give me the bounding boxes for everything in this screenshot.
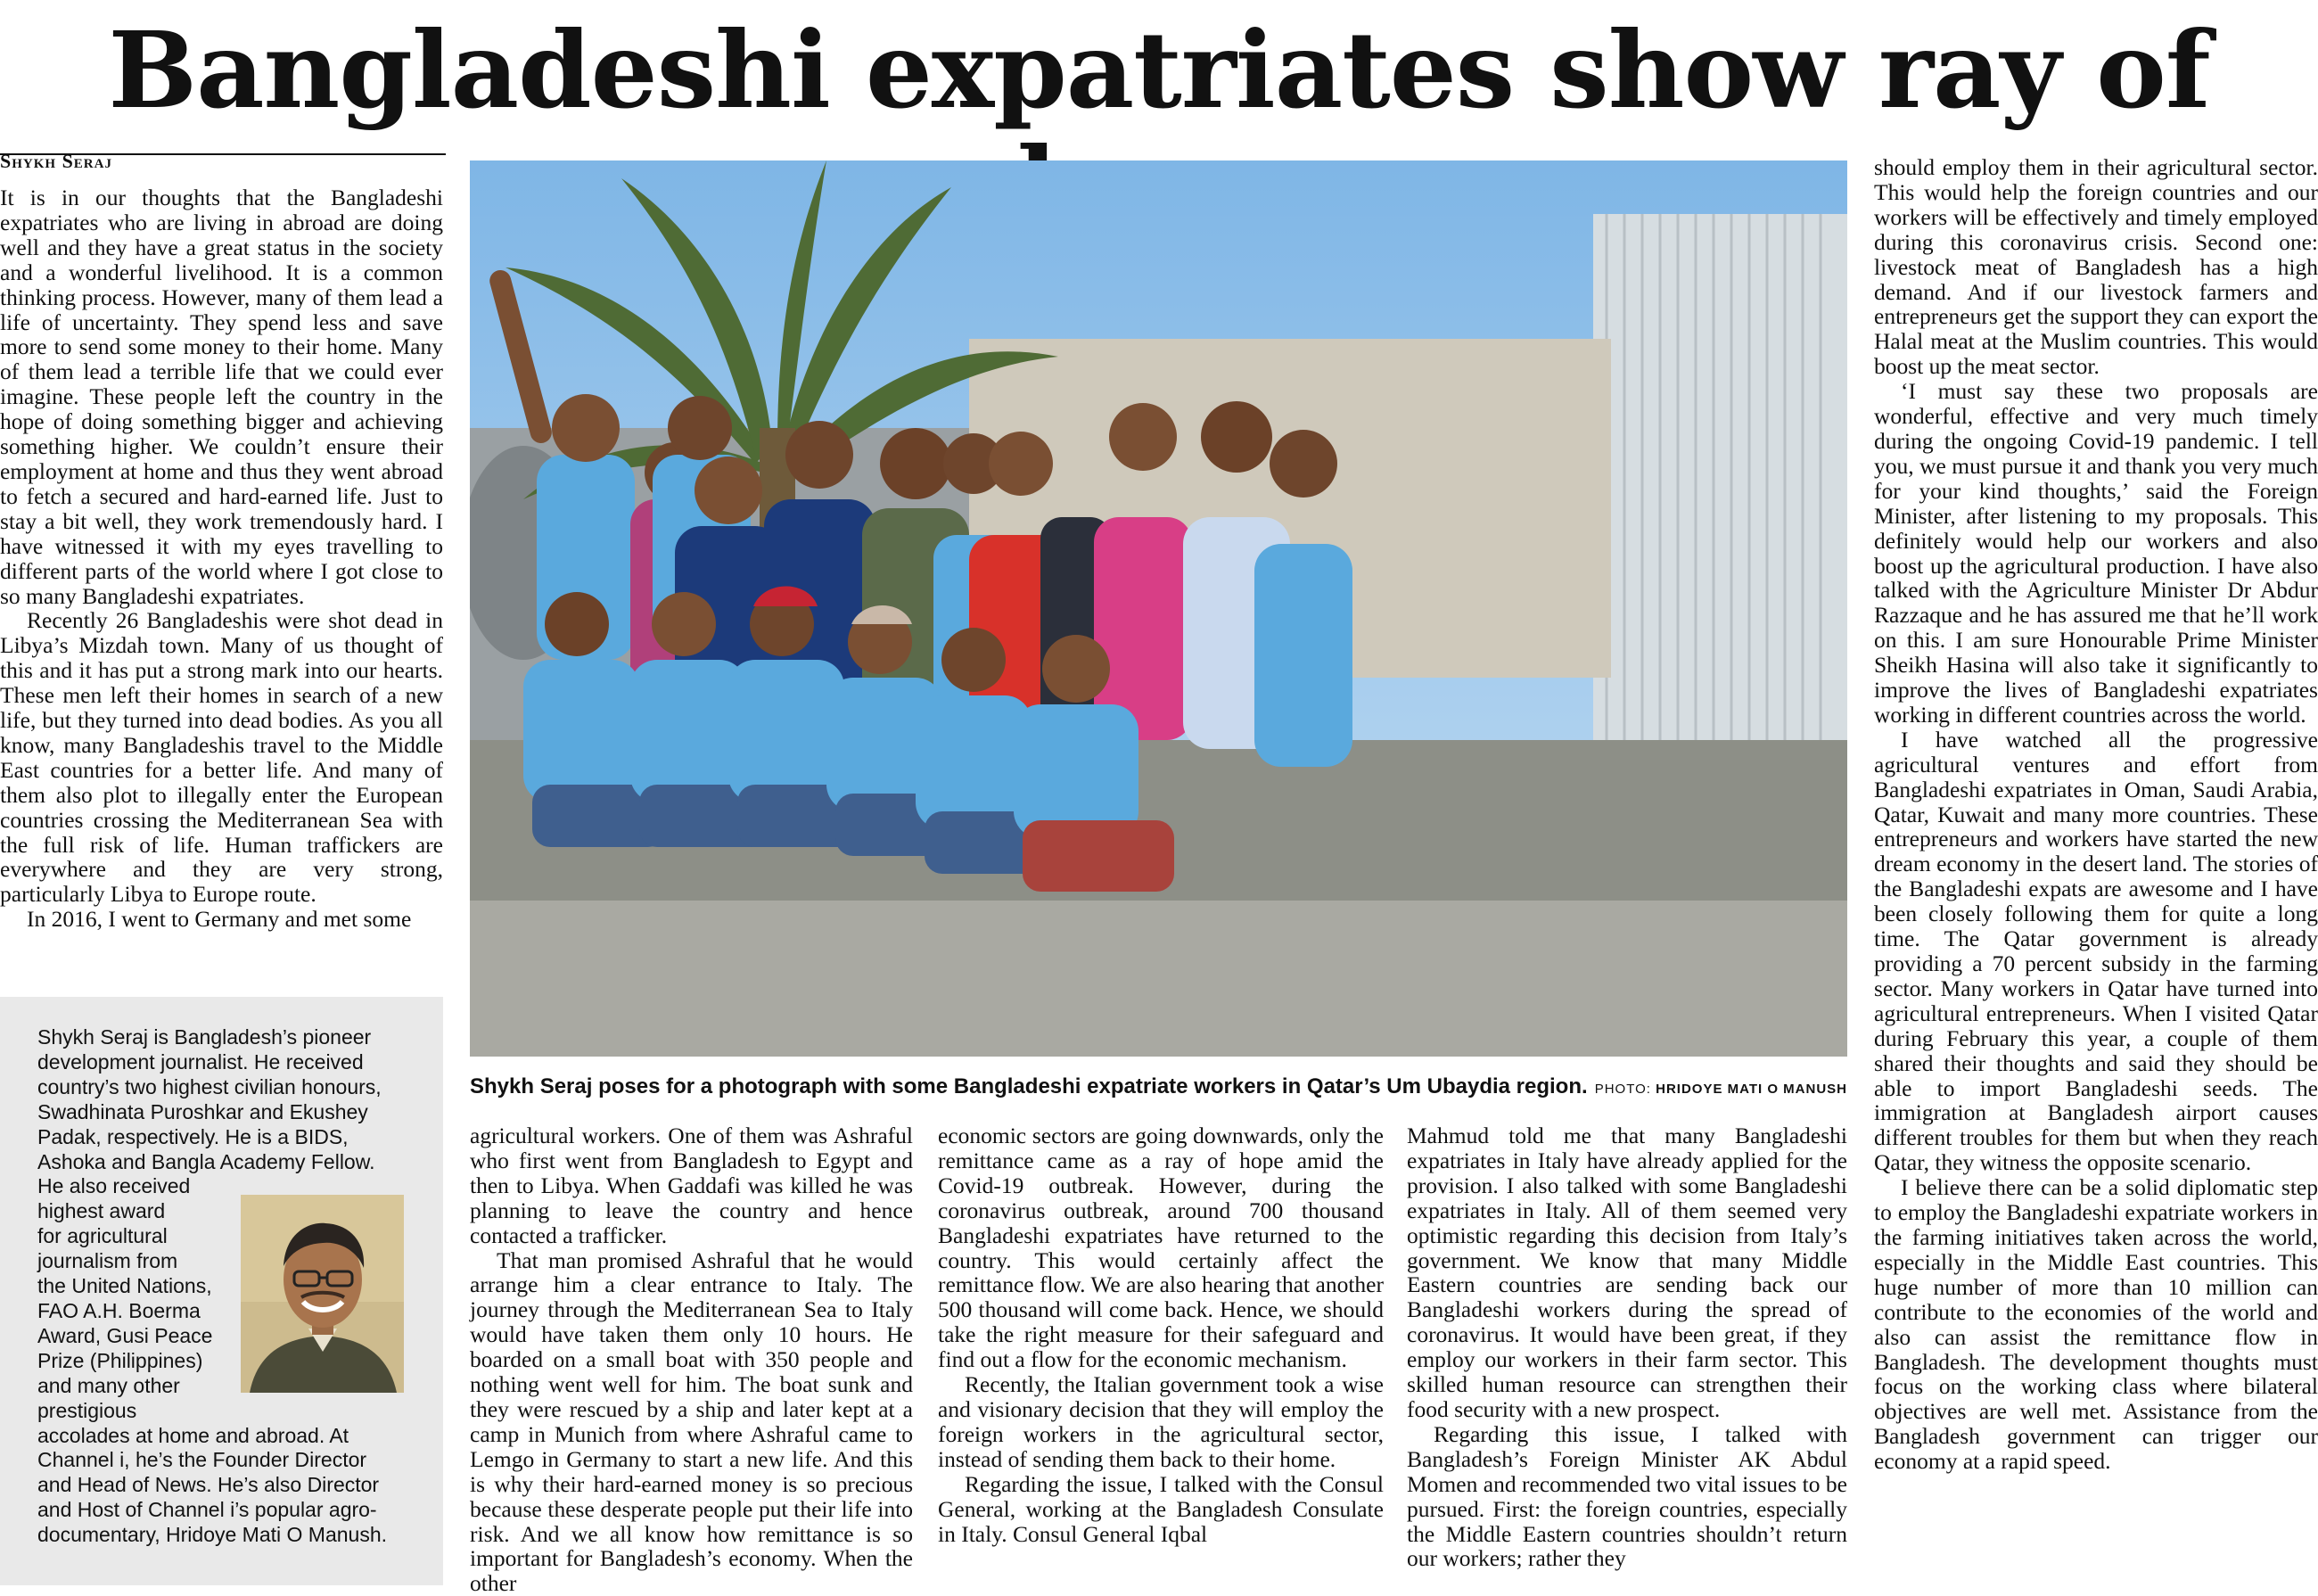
bio-line: country’s two highest civilian honours,	[37, 1074, 382, 1098]
bio-line: highest award	[37, 1199, 166, 1223]
paragraph: It is in our thoughts that the Bangladeshi expatriates who are living in abroad are doing well and they have a great status in the society and a wonderful livelihood. It is a common thinking process. However, many of them lead a life of uncertainty. They spend less and save more to send some money to their home. Many of them lead a terrible life that we could ever imagine. These people left the country in the hope of doing something bigger and achieving something higher. We couldn’t ensure their employment at home and thus they went abroad to fetch a secured and hard-earned life. Just to stay a bit well, they work tremendously hard. I have witnessed it with my eyes travelling to different parts of the world where I got close to so many Bangladeshi expatriates.	[0, 185, 443, 609]
photo-credit	[1595, 1082, 1847, 1097]
paragraph: In 2016, I went to Germany and met some	[27, 906, 412, 933]
bio-line: Prize (Philippines)	[37, 1348, 203, 1372]
author-bio-box	[0, 997, 443, 1585]
bio-line: and Head of News. He’s also Director	[37, 1473, 380, 1497]
paragraph: That man promised Ashraful that he would arrange him a clear entrance to Italy. The journey through the Mediterranean Sea to Italy would have taken them only 10 hours. He boarded on a small boat with 350 people and nothing went well for him. The boat sunk and they were rescued by a ship and later kept at a camp in Munich from where Ashraful came to Lemgo in Germany to start a new life. And this is why their hard-earned money is so precious because these desperate people put their life into risk. And we all know how remittance is so important for Bangladesh’s economy. When the other	[470, 1246, 913, 1596]
paragraph: I have watched all the progressive agricultural ventures and effort from Bangladeshi expatriates in Oman, Saudi Arabia, Qatar, Kuwait and many more countries. These entrepreneurs and workers have started the new dream economy in the desert land. The stories of the Bangladeshi expats are awesome and I have been closely following them for quite a long time. The Qatar government is already providing a 70 percent subsidy in the farming sector. Many workers in Qatar have turned into agricultural entrepreneurs. When I visited Qatar during February this year, a couple of them shared their thoughts and said they should be able to import Bangladeshi seeds. The immigration at Bangladesh airport causes different troubles for them but when they reach Qatar, they witness the opposite scenario.	[1874, 726, 2318, 1176]
bio-line: accolades at home and abroad. At	[37, 1423, 349, 1447]
bio-line: Ashoka and Bangla Academy Fellow.	[37, 1149, 375, 1173]
bio-line: journalism from	[37, 1249, 178, 1273]
bio-line: Shykh Seraj is Bangladesh’s pioneer	[37, 1025, 372, 1049]
author-portrait	[241, 1195, 404, 1393]
bio-line: and Host of Channel i’s popular agro-	[37, 1498, 377, 1522]
bio-line: for agricultural	[37, 1224, 168, 1248]
paragraph: Recently, the Italian government took a wise and visionary decision that they will employ the foreign workers in the agricultural sector, instead of sending them back to their home.	[938, 1371, 1384, 1472]
bio-line: Padak, respectively. He is a BIDS,	[37, 1124, 349, 1148]
byline: Shykh Seraj	[0, 150, 112, 172]
main-photo	[470, 160, 1847, 1057]
paragraph: Regarding this issue, I talked with Bangladesh’s Foreign Minister AK Abdul Momen and recommended two vital issues to be pursued. First: the foreign countries, especially the Middle Eastern countries shouldn’t return our workers; rather they	[1407, 1420, 1847, 1572]
bio-line: development journalist. He received	[37, 1049, 364, 1074]
paragraph: ‘I must say these two proposals are wonderful, effective and very much timely during the ongoing Covid-19 pandemic. I tell you, we must pursue it and thank you very much for your kind thoughts,’ said the Foreign Minister, after listening to my proposals. This definitely would help our workers and also boost up the agricultural production. I have also talked with the Agriculture Minister Dr Abdur Razzaque and he has assured me that he’ll work on this. I am sure Honourable Prime Minister Sheikh Hasina will also take it significantly to improve the lives of Bangladeshi expatriates working in different countries across the world.	[1874, 378, 2318, 728]
paragraph: Recently 26 Bangladeshis were shot dead in Libya’s Mizdah town. Many of us thought of this and it has put a strong mark into our hearts. These men left their homes in search of a new life, but they turned into dead bodies. As you all know, many Bangladeshis travel to the Middle East countries for a better life. And many of them also plot to illegally enter the European countries crossing the Mediterranean Sea with the full risk of life. Human traffickers are everywhere and they are very strong, particularly Libya to Europe route.	[0, 607, 443, 908]
paragraph: agricultural workers. One of them was Ashraful who first went from Bangladesh to Egypt and then to Libya. When Gaddafi was killed he was planning to leave the country and hence contacted a trafficker.	[470, 1123, 913, 1248]
bio-line: prestigious	[37, 1398, 137, 1422]
bio-line: and many other	[37, 1373, 180, 1397]
article-column-1	[0, 185, 443, 932]
bio-line: Channel i, he’s the Founder Director	[37, 1448, 367, 1472]
paragraph: Mahmud told me that many Bangladeshi expatriates in Italy have already applied for the provision. I also talked with some Bangladeshi expatriates in Italy. All of them seemed very optimistic regarding this decision from Italy’s government. We know that many Middle Eastern countries are sending back our Bangladeshi workers during the spread of coronavirus. It would have been great, if they employ our workers in their farm sector. This skilled human resource can strengthen their food security with a new prospect.	[1407, 1123, 1847, 1422]
article-column-3	[938, 1123, 1384, 1546]
credit-name: HRIDOYE MATI O MANUSH	[1656, 1082, 1847, 1097]
paragraph: Regarding the issue, I talked with the Consul General, working at the Bangladesh Consulate in Italy. Consul General Iqbal	[938, 1470, 1384, 1547]
caption-text: Shykh Seraj poses for a photograph with some Bangladeshi expatriate workers in Qatar’s Um Ubaydia region.	[470, 1074, 1588, 1098]
credit-label: PHOTO:	[1594, 1082, 1651, 1097]
paragraph: should employ them in their agricultural sector. This would help the foreign countries and our workers will be effectively and timely employed during this coronavirus crisis. Second one: livestock meat of Bangladesh has a high demand. And if our livestock farmers and entrepreneurs get the support they can export the Halal meat at the Muslim countries. This would boost up the meat sector.	[1874, 154, 2318, 380]
headline: Bangladeshi expatriates show ray of	[108, 8, 2210, 132]
paragraph: I believe there can be a solid diplomatic step to employ the Bangladeshi expatriate workers in the farming initiatives taken across the world, especially in the Middle East countries. This huge number of more than 10 million can contribute to the economies of the world and also can assist the remittance flow in Bangladesh. The development thoughts must focus on the working class where bilateral objectives are well met. Assistance from the Bangladesh government can trigger our economy at a rapid speed.	[1874, 1174, 2318, 1475]
article-column-5	[1874, 155, 2318, 1474]
bio-line: documentary, Hridoye Mati O Manush.	[37, 1523, 388, 1547]
bio-line: Award, Gusi Peace	[37, 1323, 213, 1347]
bio-line: Swadhinata Puroshkar and Ekushey	[37, 1099, 368, 1123]
bio-line: the United Nations,	[37, 1274, 212, 1298]
bio-line: FAO A.H. Boerma	[37, 1298, 201, 1322]
article-column-2	[470, 1123, 913, 1596]
article-column-4	[1407, 1123, 1847, 1571]
photo-caption	[470, 1074, 1847, 1099]
bio-line: He also received	[37, 1174, 191, 1198]
paragraph: economic sectors are going downwards, only the remittance came as a ray of hope amid the Covid-19 outbreak. However, during the coronavirus outbreak, around 700 thousand Bangladeshi expatriates have returned to the country. This would certainly affect the remittance flow. We are also hearing that another 500 thousand will come back. Hence, we should take the right measure for their safeguard and find out a flow for the economic mechanism.	[938, 1123, 1384, 1373]
